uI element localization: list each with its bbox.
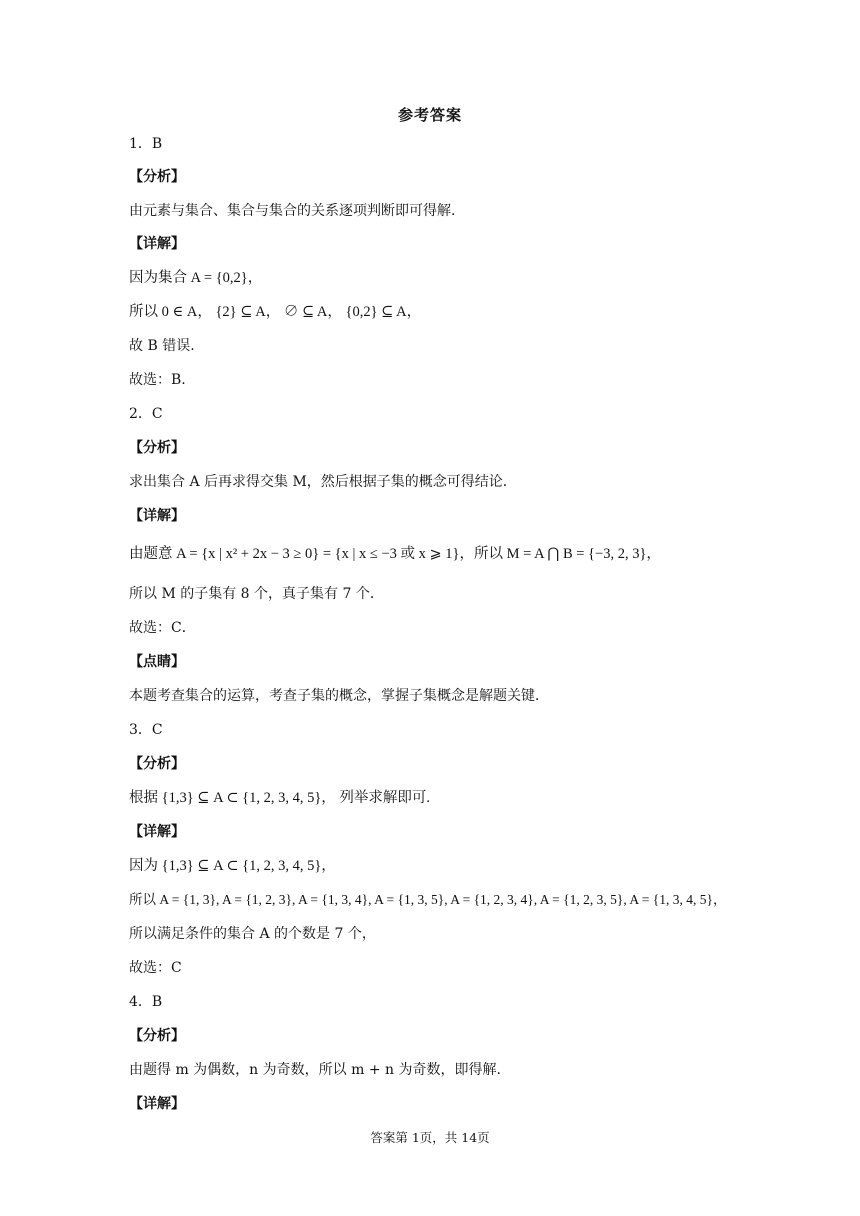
text-line: 本题考查集合的运算，考查子集的概念，掌握子集概念是解题关键． — [129, 688, 549, 704]
section-heading-analysis: 【分析】 — [129, 1028, 185, 1044]
math-line: 因为集合 A = {0,2}， — [129, 270, 263, 286]
math-line: 所以 0 ∈ A， {2} ⊆ A， ∅ ⊆ A， {0,2} ⊆ A， — [129, 304, 422, 320]
section-heading-analysis: 【分析】 — [129, 169, 185, 185]
math-line: 所以 A = {1, 3}, A = {1, 2, 3}, A = {1, 3, 4}, A = {1, 3, 5}, A = {1, 2, 3, 4}, A = {1, 2, 3, 5}, A = {1, 3, 4, 5}， — [129, 892, 727, 907]
answer-number: 4．B — [129, 994, 163, 1010]
section-heading-detail: 【详解】 — [129, 236, 185, 252]
section-heading-detail: 【详解】 — [129, 1096, 185, 1112]
text-line: 故 B 错误. — [129, 338, 195, 354]
section-heading-analysis: 【分析】 — [129, 440, 185, 456]
text-line: 求出集合 A 后再求得交集 M，然后根据子集的概念可得结论． — [129, 474, 517, 490]
text-line: 所以 M 的子集有 8 个，真子集有 7 个． — [129, 586, 384, 602]
text-line: 所以满足条件的集合 A 的个数是 7 个， — [129, 926, 376, 942]
page-title: 参考答案 — [397, 106, 462, 124]
math-line: 根据 {1,3} ⊆ A ⊂ {1, 2, 3, 4, 5}， 列举求解即可. — [129, 790, 431, 806]
text-line: 由元素与集合、集合与集合的关系逐项判断即可得解. — [129, 203, 456, 219]
section-heading-analysis: 【分析】 — [129, 756, 185, 772]
text-line: 由题得 m 为偶数，n 为奇数，所以 m + n 为奇数，即得解. — [129, 1062, 501, 1078]
section-heading-comment: 【点睛】 — [129, 654, 185, 670]
page-footer: 答案第 1页，共 14页 — [370, 1130, 490, 1145]
answer-number: 1．B — [129, 136, 163, 152]
answer-number: 3．C — [129, 722, 163, 738]
section-heading-detail: 【详解】 — [129, 508, 185, 524]
text-line: 故选：C — [129, 960, 182, 976]
math-line: 由题意 A = {x | x² + 2x − 3 ≥ 0} = {x | x ≤ −3 或 x ⩾ 1}，所以 M = A ⋂ B = {−3, 2, 3}， — [129, 546, 661, 562]
text-line: 故选：B. — [129, 372, 186, 388]
text-line: 故选：C． — [129, 620, 196, 636]
answer-number: 2．C — [129, 406, 163, 422]
math-line: 因为 {1,3} ⊆ A ⊂ {1, 2, 3, 4, 5}， — [129, 858, 336, 874]
section-heading-detail: 【详解】 — [129, 824, 185, 840]
